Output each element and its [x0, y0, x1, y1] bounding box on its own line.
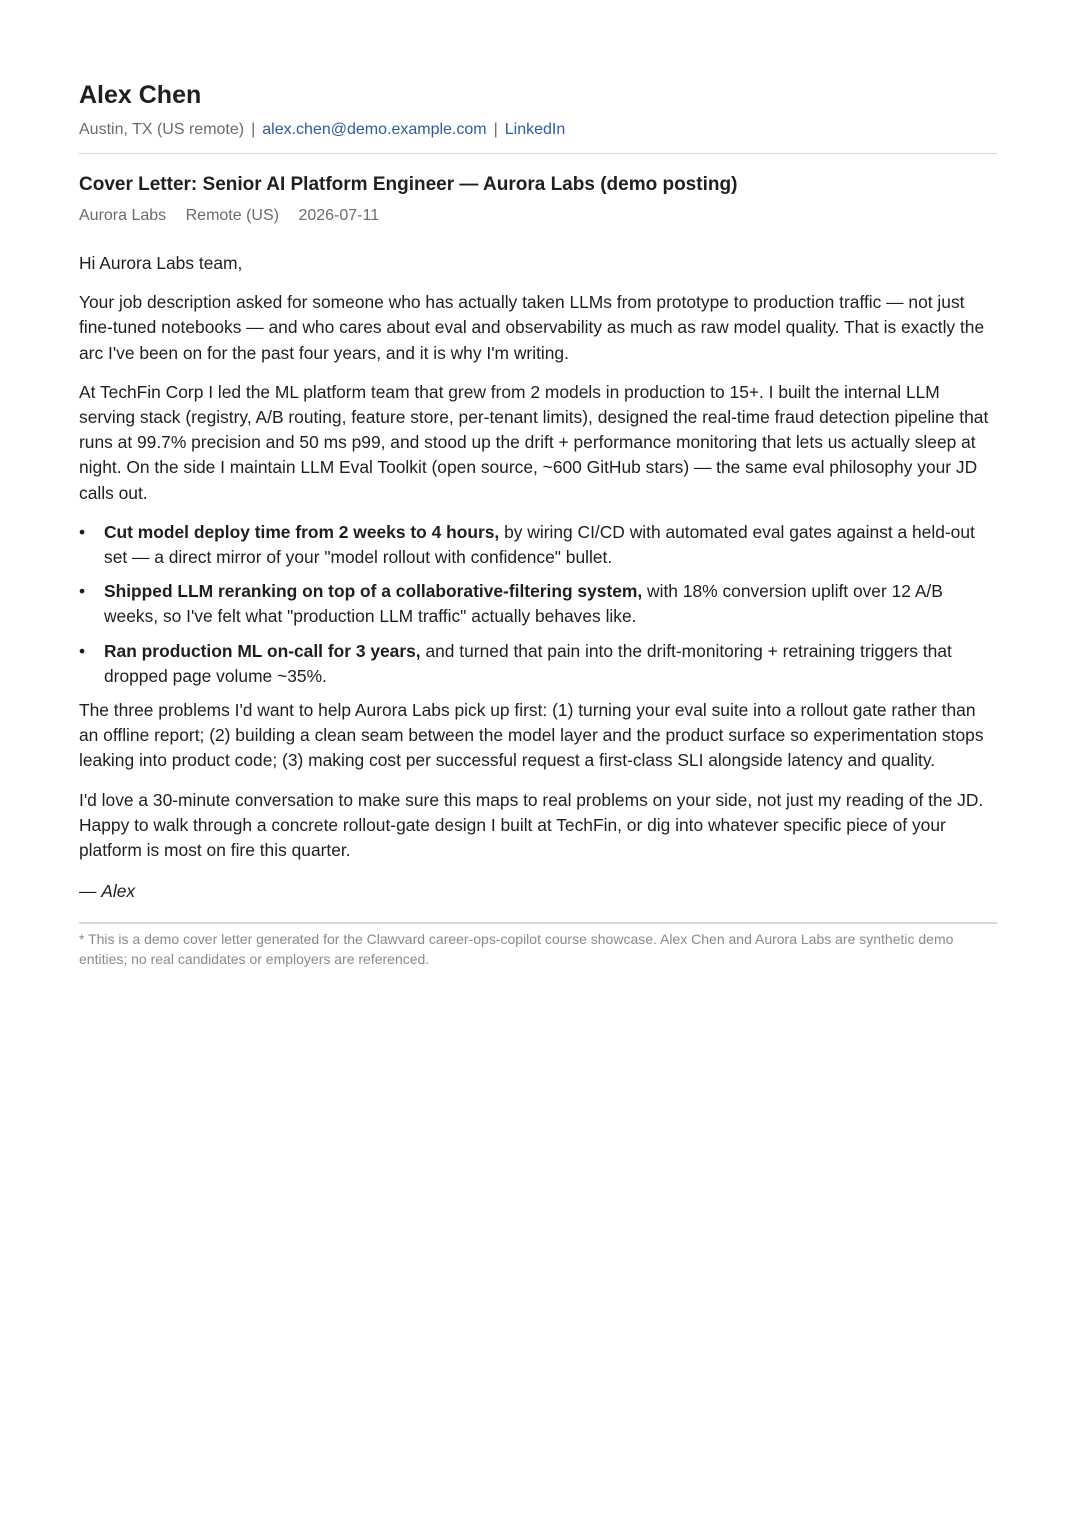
contact-line — [79, 119, 997, 141]
letter-title: Cover Letter: Senior AI Platform Engineer — Aurora Labs (demo posting) — [79, 174, 738, 195]
bullet-text: and turned that pain into the drift-monitoring + retraining triggers that dropped page volume ~35%. — [104, 640, 952, 686]
list-item — [79, 520, 997, 570]
paragraph: The three problems I'd want to help Aurora Labs pick up first: (1) turning your eval suite into a rollout gate rather than an offline report; (2) building a clean seam between the model layer and the product surface so experimentation stops leaking into product code; (3) making cost per successful request a first-class SLI alongside latency and quality. — [79, 700, 984, 771]
bullet-lead: Ran production ML on-call for 3 years, — [104, 640, 421, 661]
meta-company: Aurora Labs — [79, 207, 167, 224]
achievements-list — [79, 520, 997, 689]
linkedin-link[interactable]: LinkedIn — [504, 121, 566, 138]
bullet-text: by wiring CI/CD with automated eval gates against a held-out set — a direct mirror of your "model rollout with confidence" bullet. — [104, 521, 975, 568]
bullet-lead: Cut model deploy time from 2 weeks to 4 hours, — [104, 521, 500, 542]
bullet-marker: • — [79, 521, 86, 542]
paragraph: Your job description asked for someone who has actually taken LLMs from prototype to production traffic — not just fine-tuned notebooks — and who cares about eval and observability as much as raw model quality. That is exactly the arc I've been on for the past four years, and it is why I'm writing. — [79, 292, 985, 363]
signoff-name: Alex — [101, 881, 136, 902]
bullet-text: with 18% conversion uplift over 12 A/B weeks, so I've felt what "production LLM traffic" actually behaves like. — [104, 581, 943, 627]
bullet-marker: • — [79, 581, 86, 602]
header-divider — [79, 153, 997, 154]
greeting: Hi Aurora Labs team, — [79, 253, 243, 273]
bullet-marker: • — [79, 640, 86, 661]
paragraph: I'd love a 30-minute conversation to make sure this maps to real problems on your side, not just my reading of the JD. Happy to walk through a concrete rollout-gate design I built at TechFin, or dig into whatever specific piece of your platform is most on fire this quarter. — [79, 789, 984, 861]
cover-letter-page — [79, 0, 997, 969]
footer-divider — [79, 922, 997, 924]
signoff-dash: — — [79, 881, 102, 902]
letter-body — [79, 251, 997, 904]
meta-location: Remote (US) — [185, 207, 279, 224]
list-item — [79, 579, 997, 629]
signoff — [79, 879, 997, 904]
location-text: Austin, TX (US remote) — [79, 121, 245, 138]
meta-date: 2026-07-11 — [298, 207, 380, 224]
candidate-name: Alex Chen — [79, 81, 202, 109]
separator: | — [251, 121, 256, 138]
email-link[interactable]: alex.chen@demo.example.com — [262, 121, 487, 138]
bullet-lead: Shipped LLM reranking on top of a collaborative-filtering system, — [104, 581, 643, 602]
paragraph: At TechFin Corp I led the ML platform team that grew from 2 models in production to 15+. I built the internal LLM serving stack (registry, A/B routing, feature store, per-tenant limits), designed the real-time fraud detection pipeline that runs at 99.7% precision and 50 ms p99, and stood up the drift + performance monitoring that lets us actually sleep at night. On the side I maintain LLM Eval Toolkit (open source, ~600 GitHub stars) — the same eval philosophy your JD calls out. — [79, 381, 989, 503]
list-item — [79, 639, 997, 689]
separator: | — [493, 121, 498, 138]
disclaimer-footnote: * This is a demo cover letter generated for the Clawvard career-ops-copilot course showcase. Alex Chen and Aurora Labs are synthetic demo entities; no real candidates or employers are referenced. — [79, 931, 954, 967]
letter-meta — [79, 206, 997, 226]
